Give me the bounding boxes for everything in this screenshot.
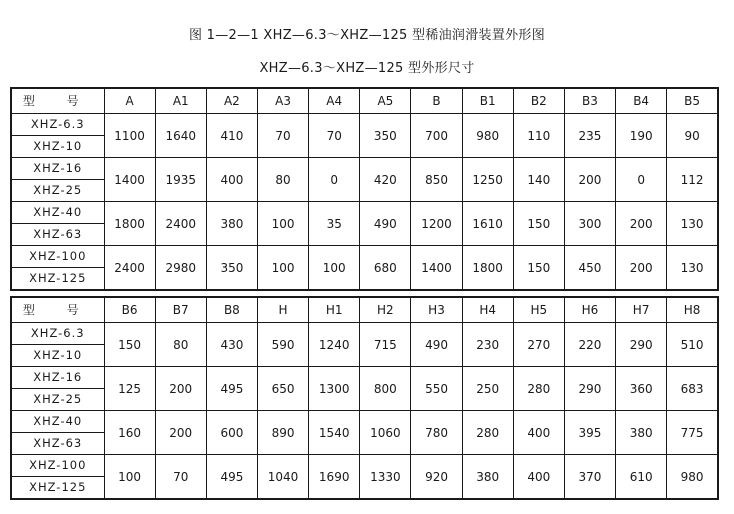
value-cell: 70 (257, 114, 308, 158)
column-header-cell: H7 (616, 297, 667, 323)
value-cell: 270 (513, 323, 564, 367)
value-cell: 715 (360, 323, 411, 367)
value-cell: 110 (513, 114, 564, 158)
column-header-cell: B7 (155, 297, 206, 323)
value-cell: 370 (564, 455, 615, 500)
value-cell: 80 (257, 158, 308, 202)
table-row (11, 411, 718, 433)
value-cell: 780 (411, 411, 462, 455)
value-cell: 350 (206, 246, 257, 291)
model-cell: XHZ-16 (11, 158, 104, 180)
header-row (11, 88, 718, 114)
value-cell: 230 (462, 323, 513, 367)
value-cell: 360 (616, 367, 667, 411)
model-cell: XHZ-40 (11, 411, 104, 433)
value-cell: 112 (667, 158, 718, 202)
value-cell: 150 (513, 202, 564, 246)
value-cell: 590 (257, 323, 308, 367)
table-row (11, 114, 718, 136)
column-header-cell: H3 (411, 297, 462, 323)
value-cell: 70 (309, 114, 360, 158)
value-cell: 280 (513, 367, 564, 411)
column-header-cell: B3 (564, 88, 615, 114)
value-cell: 495 (206, 367, 257, 411)
model-cell: XHZ-25 (11, 389, 104, 411)
value-cell: 150 (513, 246, 564, 291)
value-cell: 1330 (360, 455, 411, 500)
value-cell: 380 (616, 411, 667, 455)
table-row (11, 202, 718, 224)
model-cell: XHZ-16 (11, 367, 104, 389)
value-cell: 1800 (104, 202, 155, 246)
value-cell: 510 (667, 323, 718, 367)
dimensions-table-1 (10, 87, 719, 291)
value-cell: 1040 (257, 455, 308, 500)
value-cell: 0 (309, 158, 360, 202)
value-cell: 130 (667, 246, 718, 291)
value-cell: 920 (411, 455, 462, 500)
value-cell: 190 (616, 114, 667, 158)
value-cell: 550 (411, 367, 462, 411)
value-cell: 610 (616, 455, 667, 500)
model-cell: XHZ-10 (11, 345, 104, 367)
value-cell: 490 (360, 202, 411, 246)
value-cell: 1200 (411, 202, 462, 246)
model-cell: XHZ-63 (11, 433, 104, 455)
value-cell: 2400 (104, 246, 155, 291)
column-header-cell: A3 (257, 88, 308, 114)
value-cell: 200 (155, 411, 206, 455)
table-row (11, 367, 718, 389)
value-cell: 1400 (104, 158, 155, 202)
column-header-cell: H4 (462, 297, 513, 323)
column-header-cell: H6 (564, 297, 615, 323)
model-cell: XHZ-6.3 (11, 323, 104, 345)
table-row (11, 246, 718, 268)
model-header-cell: 型 号 (11, 297, 104, 323)
value-cell: 850 (411, 158, 462, 202)
value-cell: 1610 (462, 202, 513, 246)
model-cell: XHZ-10 (11, 136, 104, 158)
column-header-cell: B6 (104, 297, 155, 323)
value-cell: 200 (155, 367, 206, 411)
value-cell: 400 (206, 158, 257, 202)
value-cell: 1300 (309, 367, 360, 411)
value-cell: 1800 (462, 246, 513, 291)
value-cell: 35 (309, 202, 360, 246)
value-cell: 380 (206, 202, 257, 246)
column-header-cell: B5 (667, 88, 718, 114)
value-cell: 980 (667, 455, 718, 500)
value-cell: 80 (155, 323, 206, 367)
value-cell: 160 (104, 411, 155, 455)
value-cell: 300 (564, 202, 615, 246)
value-cell: 1240 (309, 323, 360, 367)
value-cell: 235 (564, 114, 615, 158)
value-cell: 1400 (411, 246, 462, 291)
value-cell: 2400 (155, 202, 206, 246)
value-cell: 1640 (155, 114, 206, 158)
figure-title: 图 1—2—1 XHZ—6.3～XHZ—125 型稀油润滑装置外形图 (188, 28, 546, 43)
value-cell: 2980 (155, 246, 206, 291)
column-header-cell: B (411, 88, 462, 114)
column-header-cell: H (257, 297, 308, 323)
value-cell: 100 (257, 202, 308, 246)
model-cell: XHZ-100 (11, 246, 104, 268)
value-cell: 683 (667, 367, 718, 411)
value-cell: 490 (411, 323, 462, 367)
model-cell: XHZ-125 (11, 477, 104, 500)
value-cell: 0 (616, 158, 667, 202)
value-cell: 380 (462, 455, 513, 500)
column-header-cell: B4 (616, 88, 667, 114)
value-cell: 1060 (360, 411, 411, 455)
column-header-cell: H2 (360, 297, 411, 323)
table-row (11, 158, 718, 180)
value-cell: 100 (309, 246, 360, 291)
value-cell: 350 (360, 114, 411, 158)
value-cell: 220 (564, 323, 615, 367)
value-cell: 395 (564, 411, 615, 455)
value-cell: 600 (206, 411, 257, 455)
table-subtitle: XHZ—6.3～XHZ—125 型外形尺寸 (259, 61, 475, 76)
value-cell: 1690 (309, 455, 360, 500)
value-cell: 250 (462, 367, 513, 411)
column-header-cell: A4 (309, 88, 360, 114)
value-cell: 450 (564, 246, 615, 291)
column-header-cell: B2 (513, 88, 564, 114)
model-cell: XHZ-6.3 (11, 114, 104, 136)
value-cell: 200 (616, 202, 667, 246)
header-row (11, 297, 718, 323)
table-row (11, 455, 718, 477)
column-header-cell: B8 (206, 297, 257, 323)
value-cell: 100 (257, 246, 308, 291)
column-header-cell: A5 (360, 88, 411, 114)
column-header-cell: H1 (309, 297, 360, 323)
value-cell: 90 (667, 114, 718, 158)
value-cell: 650 (257, 367, 308, 411)
value-cell: 800 (360, 367, 411, 411)
table-row (11, 323, 718, 345)
value-cell: 70 (155, 455, 206, 500)
value-cell: 125 (104, 367, 155, 411)
value-cell: 100 (104, 455, 155, 500)
column-header-cell: A1 (155, 88, 206, 114)
column-header-cell: H8 (667, 297, 718, 323)
value-cell: 1540 (309, 411, 360, 455)
value-cell: 1100 (104, 114, 155, 158)
column-header-cell: A (104, 88, 155, 114)
value-cell: 400 (513, 411, 564, 455)
value-cell: 140 (513, 158, 564, 202)
value-cell: 430 (206, 323, 257, 367)
value-cell: 420 (360, 158, 411, 202)
column-header-cell: H5 (513, 297, 564, 323)
value-cell: 775 (667, 411, 718, 455)
value-cell: 130 (667, 202, 718, 246)
value-cell: 890 (257, 411, 308, 455)
column-header-cell: A2 (206, 88, 257, 114)
value-cell: 495 (206, 455, 257, 500)
value-cell: 400 (513, 455, 564, 500)
column-header-cell: B1 (462, 88, 513, 114)
value-cell: 280 (462, 411, 513, 455)
value-cell: 200 (616, 246, 667, 291)
value-cell: 150 (104, 323, 155, 367)
value-cell: 290 (616, 323, 667, 367)
value-cell: 1935 (155, 158, 206, 202)
value-cell: 980 (462, 114, 513, 158)
value-cell: 1250 (462, 158, 513, 202)
value-cell: 290 (564, 367, 615, 411)
value-cell: 680 (360, 246, 411, 291)
model-cell: XHZ-63 (11, 224, 104, 246)
model-cell: XHZ-40 (11, 202, 104, 224)
model-cell: XHZ-100 (11, 455, 104, 477)
model-cell: XHZ-25 (11, 180, 104, 202)
model-header-cell: 型 号 (11, 88, 104, 114)
value-cell: 410 (206, 114, 257, 158)
value-cell: 200 (564, 158, 615, 202)
value-cell: 700 (411, 114, 462, 158)
dimensions-table-2 (10, 296, 719, 500)
model-cell: XHZ-125 (11, 268, 104, 291)
